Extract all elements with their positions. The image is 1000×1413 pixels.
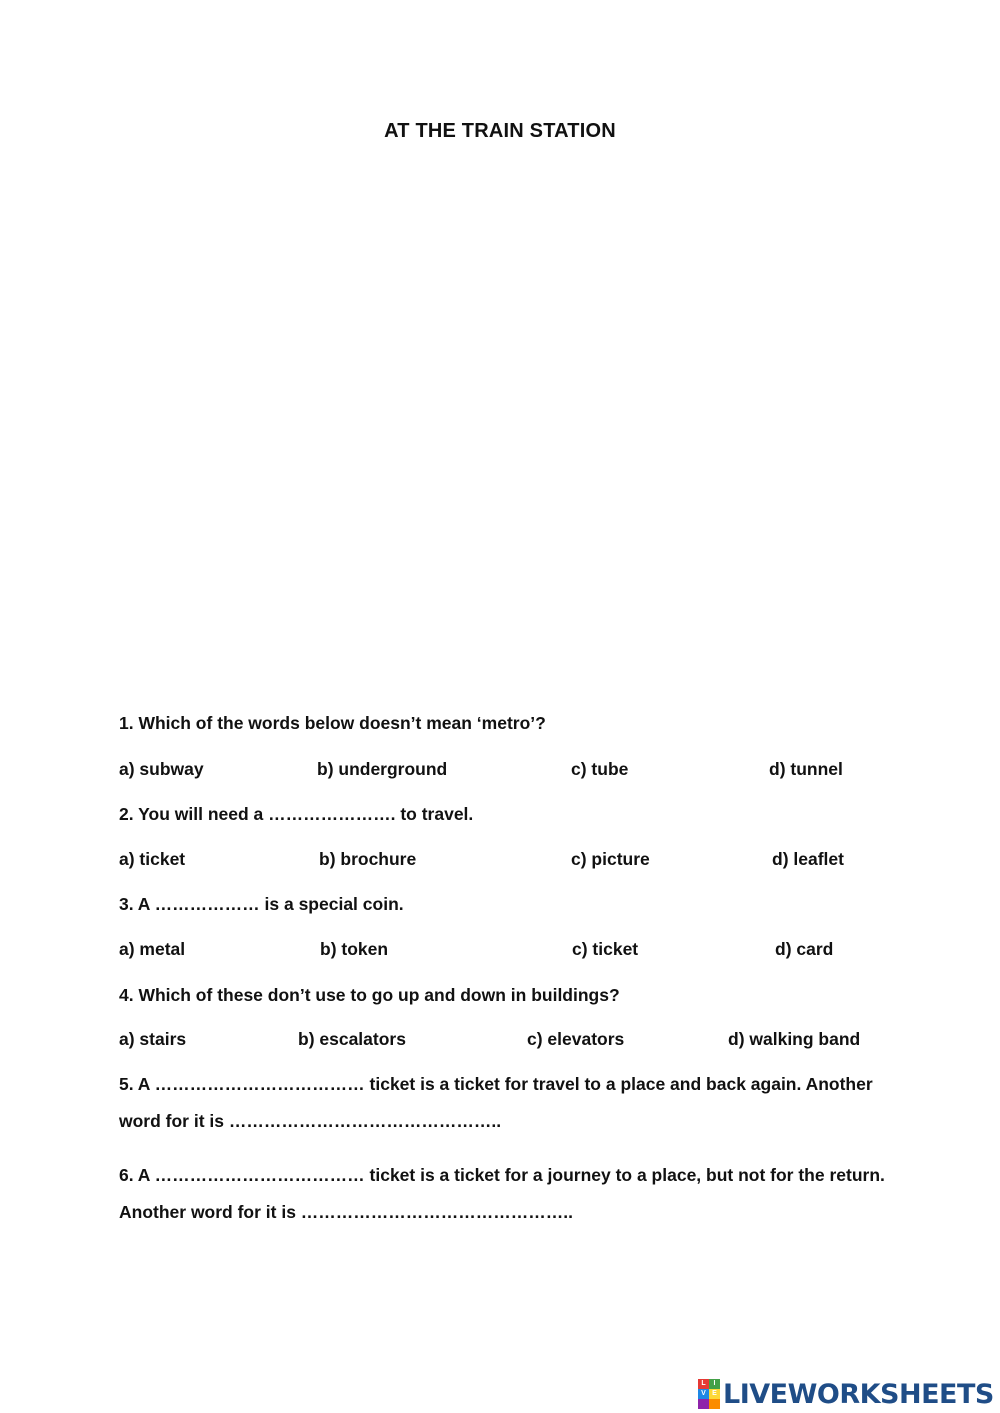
logo-mark-tile: L	[698, 1379, 709, 1389]
question-4-option-b[interactable]: b) escalators	[298, 1029, 406, 1049]
question-4-option-d[interactable]: d) walking band	[728, 1029, 861, 1049]
question-1-option-d[interactable]: d) tunnel	[769, 759, 843, 779]
question-1-option-c[interactable]: c) tube	[571, 759, 629, 779]
question-2-option-d[interactable]: d) leaflet	[772, 849, 844, 869]
liveworksheets-logo[interactable]	[698, 1378, 994, 1410]
question-4-option-a[interactable]: a) stairs	[119, 1029, 187, 1049]
question-3-option-d[interactable]: d) card	[775, 939, 834, 959]
question-2-option-b[interactable]: b) brochure	[319, 849, 417, 869]
question-1-option-a[interactable]: a) subway	[119, 759, 204, 779]
question-3-option-a[interactable]: a) metal	[119, 939, 186, 959]
question-2: 2. You will need a …………………. to travel.	[119, 804, 474, 824]
question-3-option-c[interactable]: c) ticket	[572, 939, 639, 959]
question-6-line-1: 6. A ……………………………… ticket is a ticket for a journey to a place, but not for the return.	[119, 1165, 885, 1185]
question-2-option-c[interactable]: c) picture	[571, 849, 650, 869]
logo-mark-tile: I	[709, 1379, 720, 1389]
question-6-line-2: Another word for it is ………………………………………..	[119, 1202, 574, 1222]
logo-mark-icon	[698, 1379, 720, 1409]
question-1: 1. Which of the words below doesn’t mean ‘metro’?	[119, 713, 546, 733]
question-3-option-b[interactable]: b) token	[320, 939, 389, 959]
question-4-option-c[interactable]: c) elevators	[527, 1029, 625, 1049]
logo-mark-tile	[709, 1399, 720, 1409]
question-5-line-2: word for it is ………………………………………..	[119, 1111, 502, 1131]
question-3: 3. A ……………… is a special coin.	[119, 894, 404, 914]
logo-text: LIVEWORKSHEETS	[723, 1378, 994, 1410]
logo-mark-tile: V	[698, 1389, 709, 1399]
question-5-line-1: 5. A ……………………………… ticket is a ticket for travel to a place and back again. Another	[119, 1074, 873, 1094]
question-1-option-b[interactable]: b) underground	[317, 759, 448, 779]
logo-mark-tile: E	[709, 1389, 720, 1399]
worksheet-title: AT THE TRAIN STATION	[384, 120, 616, 142]
question-4: 4. Which of these don’t use to go up and down in buildings?	[119, 985, 620, 1005]
logo-mark-tile	[698, 1399, 709, 1409]
question-2-option-a[interactable]: a) ticket	[119, 849, 186, 869]
